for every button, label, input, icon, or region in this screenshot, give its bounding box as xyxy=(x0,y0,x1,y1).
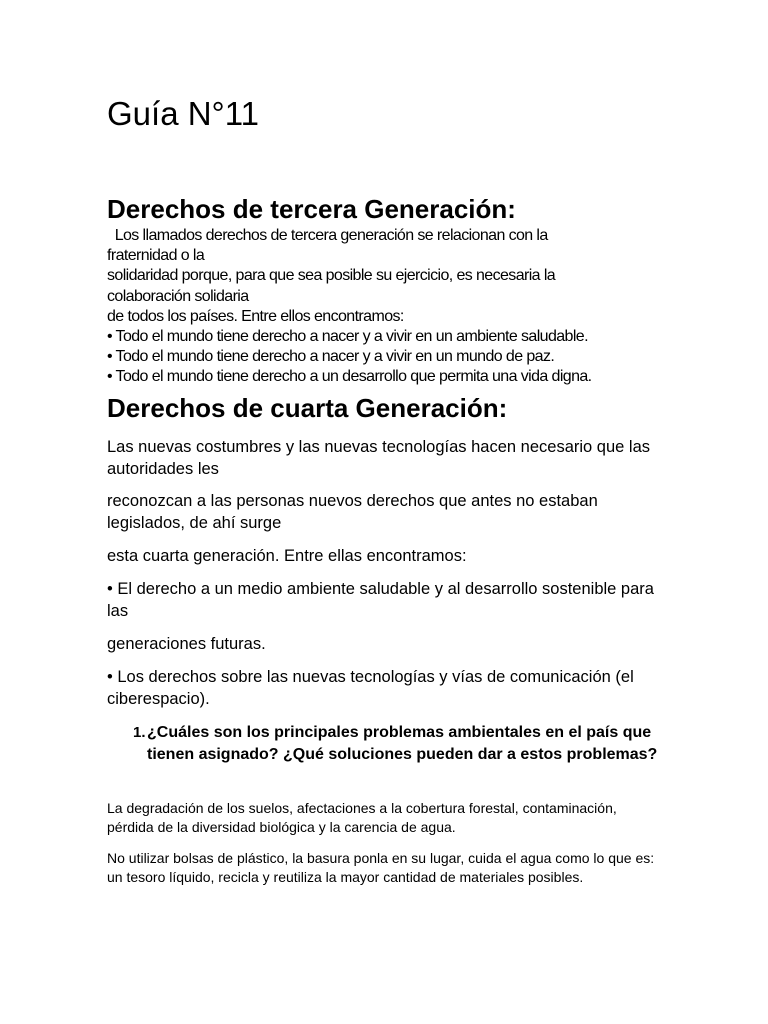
question-text: ¿Cuáles son los principales problemas ambientales en el país que tienen asignado? ¿Qué soluciones pueden dar a estos problemas? xyxy=(147,724,658,763)
question-number: 1. xyxy=(133,724,146,741)
third-generation-line: fraternidad o la xyxy=(107,247,205,265)
fourth-generation-paragraph: generaciones futuras. xyxy=(107,635,266,653)
answer-problems: La degradación de los suelos, afectaciones a la cobertura forestal, contaminación, pérdida de la diversidad biológica y la carencia de agua. xyxy=(107,800,617,835)
third-generation-line: solidaridad porque, para que sea posible su ejercicio, es necesaria la xyxy=(107,267,556,285)
third-generation-bullet: • Todo el mundo tiene derecho a un desarrollo que permita una vida digna. xyxy=(107,368,592,386)
fourth-generation-bullet: • El derecho a un medio ambiente saludable y al desarrollo sostenible para las xyxy=(107,580,654,620)
fourth-generation-paragraph: esta cuarta generación. Entre ellas encontramos: xyxy=(107,547,467,565)
third-generation-body xyxy=(107,226,667,388)
third-generation-bullet: • Todo el mundo tiene derecho a nacer y a vivir en un mundo de paz. xyxy=(107,348,555,366)
third-generation-line: Los llamados derechos de tercera generación se relacionan con la xyxy=(107,227,548,244)
question-item xyxy=(133,722,673,766)
third-generation-line: de todos los países. Entre ellos encontramos: xyxy=(107,307,404,325)
third-generation-bullet: • Todo el mundo tiene derecho a nacer y a vivir en un ambiente saludable. xyxy=(107,328,588,346)
fourth-generation-heading: Derechos de cuarta Generación: xyxy=(107,393,508,423)
guide-title: Guía N°11 xyxy=(107,95,259,132)
fourth-generation-bullet: • Los derechos sobre las nuevas tecnologías y vías de comunicación (el ciberespacio). xyxy=(107,668,634,708)
answer-solutions: No utilizar bolsas de plástico, la basura ponla en su lugar, cuida el agua como lo que es: un tesoro líquido, recicla y reutiliza la mayor cantidad de materiales posibles. xyxy=(107,850,655,885)
third-generation-line: colaboración solidaria xyxy=(107,287,249,305)
fourth-generation-paragraph: reconozcan a las personas nuevos derechos que antes no estaban legislados, de ahí surge xyxy=(107,492,598,532)
fourth-generation-paragraph: Las nuevas costumbres y las nuevas tecnologías hacen necesario que las autoridades les xyxy=(107,438,650,478)
third-generation-heading: Derechos de tercera Generación: xyxy=(107,194,516,224)
